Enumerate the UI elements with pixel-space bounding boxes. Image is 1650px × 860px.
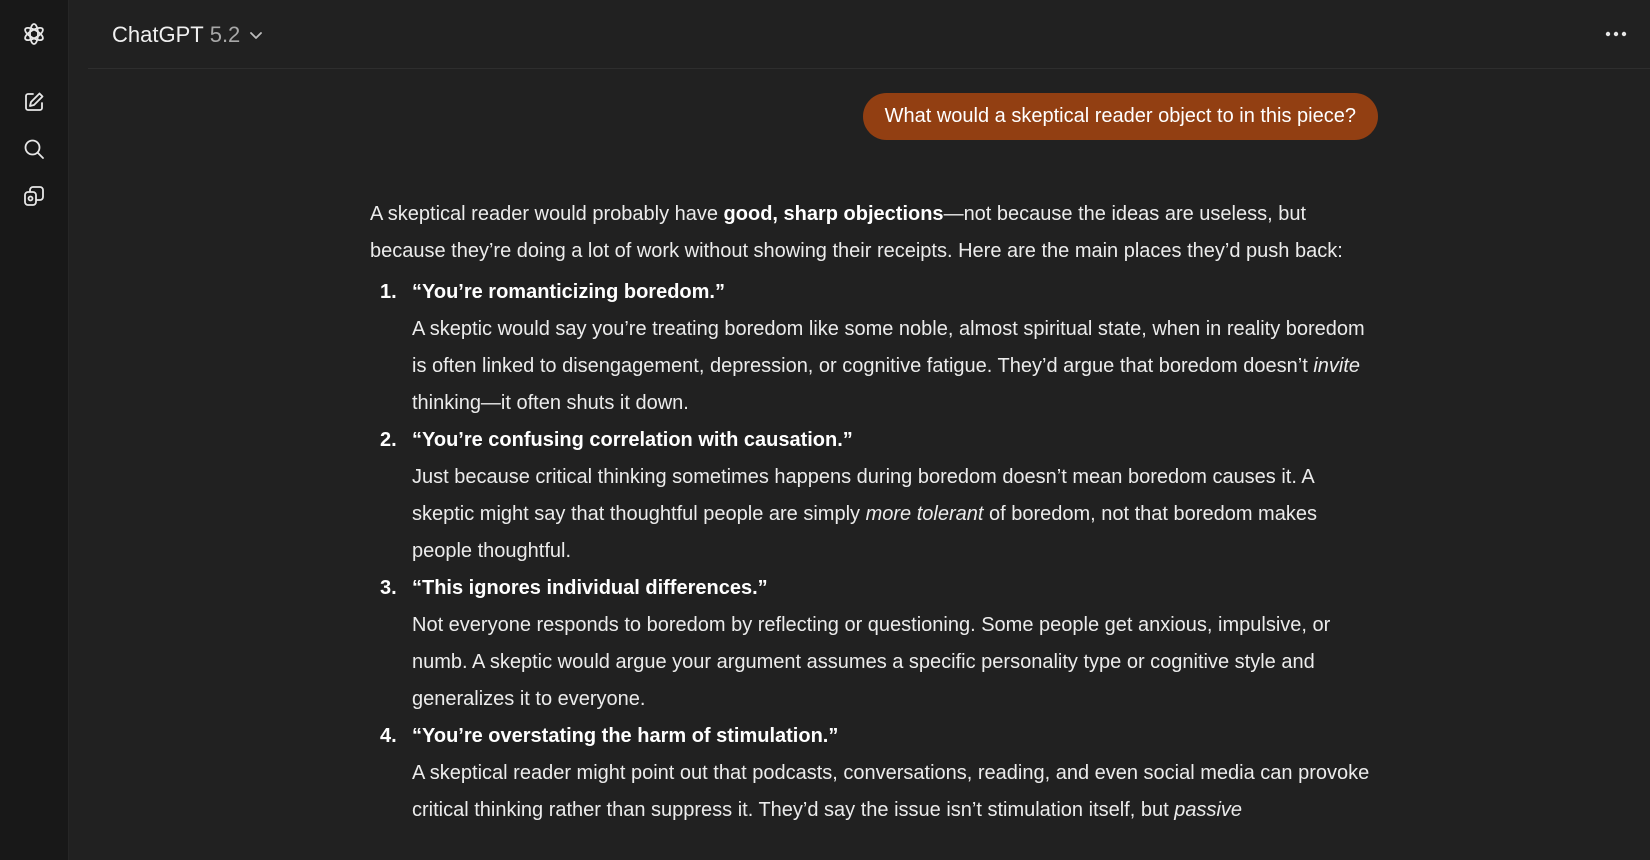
- list-item-title: “You’re confusing correlation with causation.”: [412, 429, 853, 451]
- list-item-title: “You’re overstating the harm of stimulation.”: [412, 725, 839, 747]
- model-version: 5.2: [209, 22, 241, 47]
- list-item-title: “You’re romanticizing boredom.”: [412, 281, 725, 303]
- answer-intro: [370, 196, 1380, 270]
- list-item-text: Just because critical thinking sometimes happens during boredom doesn’t mean boredom causes it. A skeptic might say that thoughtful people are simply: [412, 466, 1314, 525]
- list-number: 2.: [380, 429, 397, 451]
- new-chat-icon[interactable]: [14, 82, 54, 122]
- list-item-text: A skeptical reader might point out that podcasts, conversations, reading, and even social media can provoke critical thinking rather than suppress it. They’d say the issue isn’t stimulation itself, but: [412, 762, 1370, 821]
- list-item-text-continued: thinking—it often shuts it down.: [412, 392, 689, 414]
- openai-logo-icon[interactable]: [14, 14, 54, 54]
- list-item-text: Not everyone responds to boredom by reflecting or questioning. Some people get anxious, impulsive, or numb. A skeptic would argue your argument assumes a specific personality type or cognitive style and generalizes it to everyone.: [412, 614, 1331, 710]
- intro-text: A skeptical reader would probably have: [370, 203, 724, 225]
- list-item-text: A skeptic would say you’re treating boredom like some noble, almost spiritual state, when in reality boredom is often linked to disengagement, depression, or cognitive fatigue. They’d argue that boredom doesn’t: [412, 318, 1365, 377]
- more-options-button[interactable]: [1600, 20, 1632, 48]
- objection-list: [370, 274, 1380, 829]
- list-item-emphasis: passive: [1174, 799, 1243, 821]
- list-item: [370, 422, 1380, 570]
- intro-bold-text: good, sharp objections: [723, 203, 944, 225]
- left-rail: [0, 0, 69, 860]
- list-item-title: “This ignores individual differences.”: [412, 577, 768, 599]
- list-item: [370, 274, 1380, 422]
- list-item-emphasis: invite: [1313, 355, 1361, 377]
- list-number: 1.: [380, 281, 397, 303]
- library-icon[interactable]: [14, 176, 54, 216]
- more-horizontal-icon: [1605, 31, 1627, 37]
- model-selector[interactable]: [112, 18, 264, 52]
- search-icon[interactable]: [14, 129, 54, 169]
- list-item-text-continued: of boredom, not that boredom makes people thoughtful.: [412, 503, 1317, 562]
- chevron-down-icon: [248, 27, 264, 43]
- user-message-bubble: What would a skeptical reader object to in this piece?: [863, 93, 1378, 140]
- list-number: 3.: [380, 577, 397, 599]
- assistant-message: [370, 196, 1380, 829]
- list-item-emphasis: more tolerant: [865, 503, 984, 525]
- model-name: ChatGPT: [112, 22, 204, 47]
- list-item: [370, 718, 1380, 829]
- list-item: [370, 570, 1380, 718]
- list-number: 4.: [380, 725, 397, 747]
- top-bar: [88, 0, 1650, 69]
- intro-text-continued: —not because the ideas are useless, but because they’re doing a lot of work without showing their receipts. Here are the main places they’d push back:: [370, 203, 1343, 262]
